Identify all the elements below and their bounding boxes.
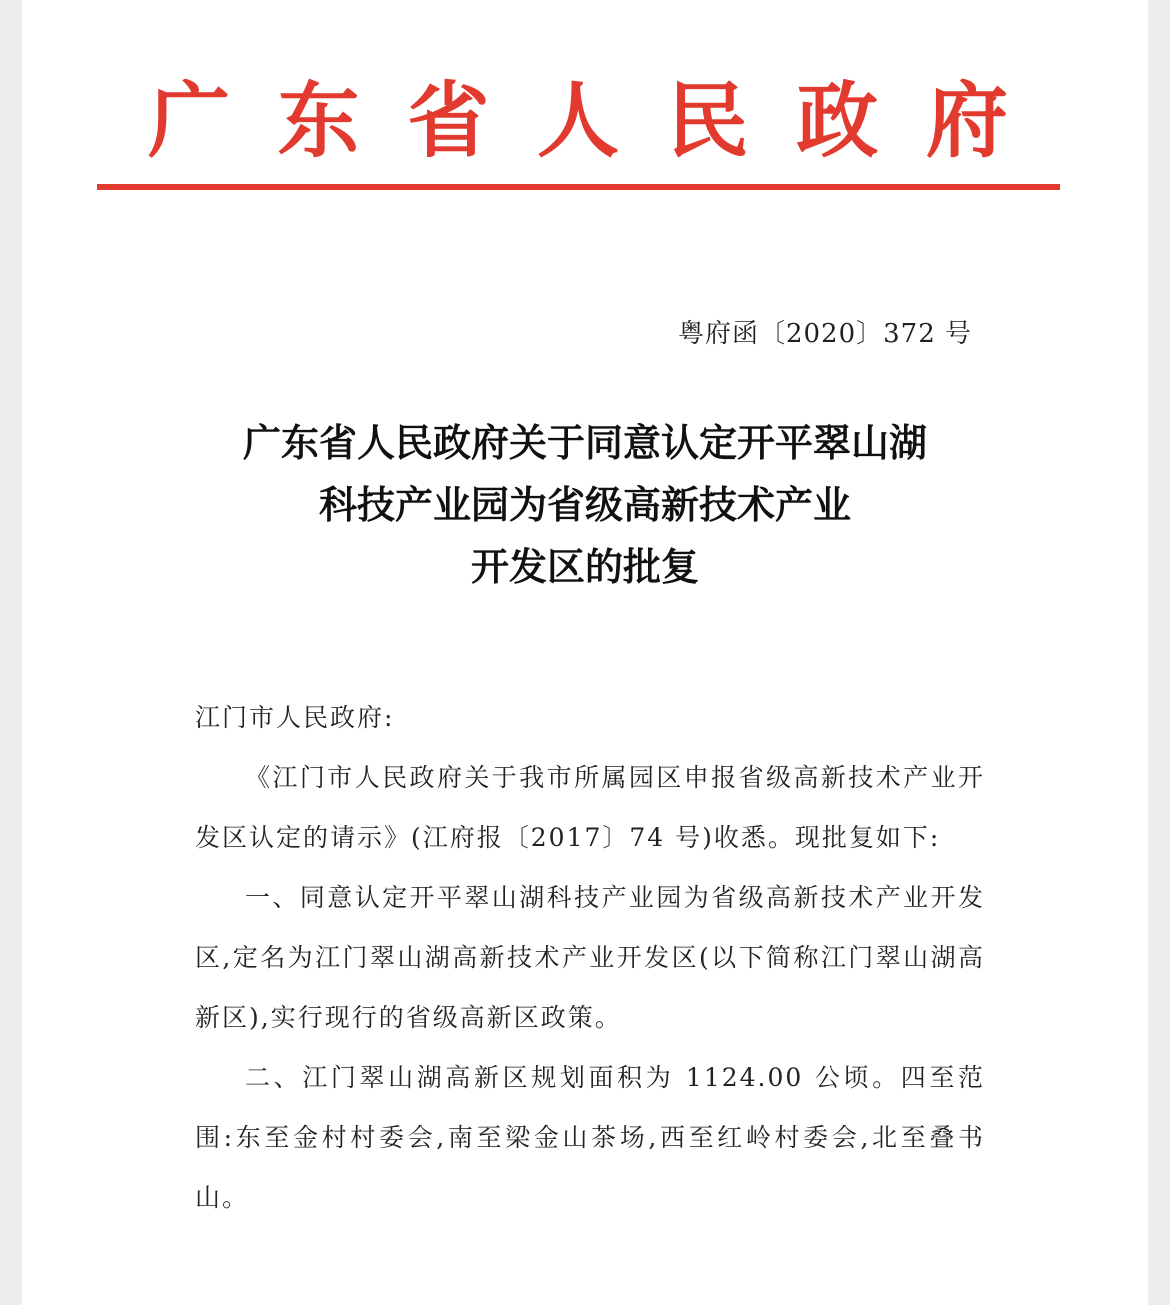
body-paragraph: 《江门市人民政府关于我市所属园区申报省级高新技术产业开发区认定的请示》(江府报〔2017〕74 号)收悉。现批复如下: <box>195 763 985 852</box>
body-paragraph: 二、江门翠山湖高新区规划面积为 1124.00 公顷。四至范围:东至金村村委会,南至梁金山茶场,西至红岭村委会,北至叠书山。 <box>195 1063 985 1212</box>
header-char: 民 <box>666 74 749 169</box>
body-paragraph: 一、同意认定开平翠山湖科技产业园为省级高新技术产业开发区,定名为江门翠山湖高新技术产业开发区(以下简称江门翠山湖高新区),实行现行的省级高新区政策。 <box>195 883 985 1032</box>
document-body <box>195 688 985 1228</box>
header-char: 人 <box>536 74 619 169</box>
header-char: 政 <box>796 74 879 169</box>
header-char: 东 <box>277 74 360 169</box>
salutation: 江门市人民政府: <box>195 703 395 732</box>
title-line: 科技产业园为省级高新技术产业 <box>318 483 851 527</box>
title-line: 开发区的批复 <box>470 545 699 589</box>
document-number: 粤府函〔2020〕372 号 <box>677 319 972 349</box>
header-char: 广 <box>148 74 231 169</box>
header-char: 省 <box>407 74 490 169</box>
issuer-header <box>148 72 1008 172</box>
document-title <box>150 412 1020 598</box>
header-red-rule <box>97 184 1060 190</box>
title-line: 广东省人民政府关于同意认定开平翠山湖 <box>242 421 927 465</box>
header-char: 府 <box>925 74 1008 169</box>
